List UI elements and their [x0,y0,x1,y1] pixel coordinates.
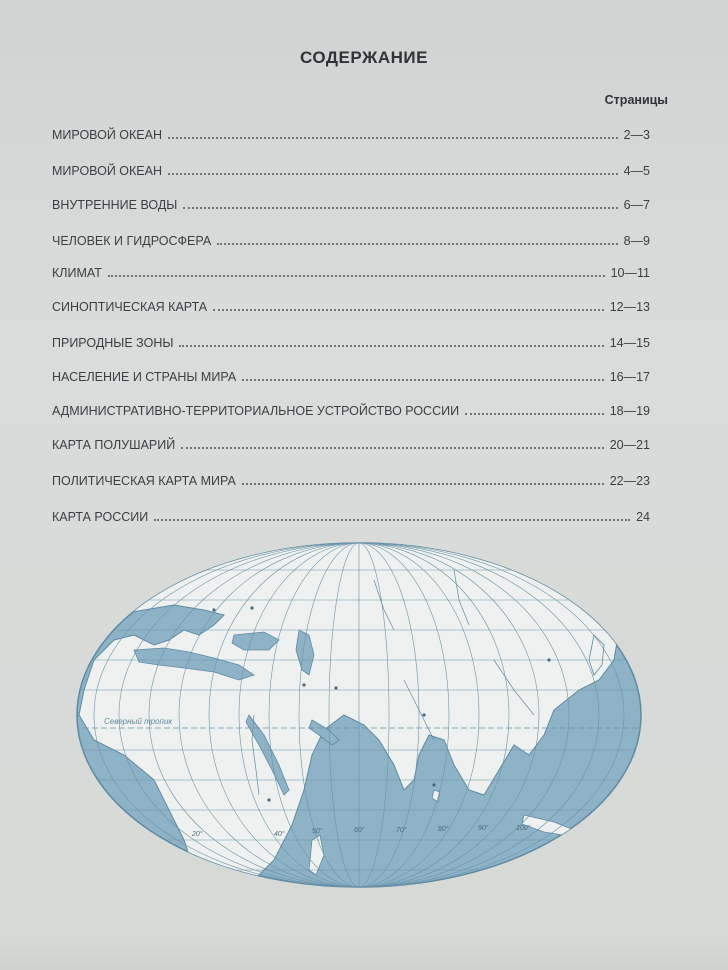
page-title: СОДЕРЖАНИЕ [300,48,428,67]
toc-row[interactable] [52,364,650,384]
toc-leader [154,519,630,521]
longitude-label: 20° [192,831,203,838]
toc-leader [242,379,604,381]
toc-leader [168,137,618,139]
toc-pages: 4—5 [623,164,650,178]
toc-leader [217,243,617,245]
toc-row[interactable] [52,504,650,524]
longitude-label: 70° [396,827,407,834]
toc-leader [181,447,603,449]
toc-label: ПРИРОДНЫЕ ЗОНЫ [52,336,174,350]
world-map [74,540,644,890]
longitude-label: 50° [312,828,323,835]
toc-pages: 6—7 [623,198,650,212]
toc-pages: 16—17 [609,370,650,384]
toc-label: КЛИМАТ [52,266,102,280]
toc-pages: 12—13 [609,300,650,314]
toc-label: НАСЕЛЕНИЕ И СТРАНЫ МИРА [52,370,237,384]
toc-row[interactable] [52,228,650,248]
toc-label: МИРОВОЙ ОКЕАН [52,128,162,142]
toc-pages: 22—23 [609,474,650,488]
toc-row[interactable] [52,260,650,280]
toc-row[interactable] [52,432,650,452]
longitude-label: 60° [354,827,365,834]
longitude-label: 80° [438,826,449,833]
pages-column-header: Страницы [604,93,668,107]
toc-pages: 2—3 [623,128,650,142]
toc-label: СИНОПТИЧЕСКАЯ КАРТА [52,300,208,314]
toc-leader [108,275,605,277]
toc-pages: 18—19 [609,404,650,418]
toc-pages: 10—11 [610,266,650,280]
longitude-label: 100° [516,825,531,832]
toc-pages: 14—15 [609,336,650,350]
toc-leader [183,207,617,209]
toc-pages: 24 [636,510,650,524]
toc-leader [213,309,604,311]
toc-leader [168,173,618,175]
toc-label: ЧЕЛОВЕК И ГИДРОСФЕРА [52,234,212,248]
toc-label: КАРТА ПОЛУШАРИЙ [52,438,176,452]
toc-row[interactable] [52,468,650,488]
toc-row[interactable] [52,158,650,178]
toc-label: АДМИНИСТРАТИВНО-ТЕРРИТОРИАЛЬНОЕ УСТРОЙСТВО РОССИИ [52,404,460,418]
toc-leader [242,483,604,485]
toc-leader [465,413,604,415]
toc-row[interactable] [52,192,650,212]
page-shadow [0,940,728,970]
toc-label: ВНУТРЕННИЕ ВОДЫ [52,198,178,212]
toc-label: МИРОВОЙ ОКЕАН [52,164,162,178]
toc-leader [179,345,603,347]
toc-pages: 20—21 [609,438,650,452]
toc-pages: 8—9 [623,234,650,248]
toc-label: ПОЛИТИЧЕСКАЯ КАРТА МИРА [52,474,236,488]
toc-label: КАРТА РОССИИ [52,510,149,524]
longitude-label: 40° [274,831,285,838]
longitude-label: 90° [478,825,489,832]
map-tropic-label: Северный тропик [104,717,173,726]
toc-row[interactable] [52,122,650,142]
toc-row[interactable] [52,294,650,314]
toc-row[interactable] [52,398,650,418]
toc-row[interactable] [52,330,650,350]
